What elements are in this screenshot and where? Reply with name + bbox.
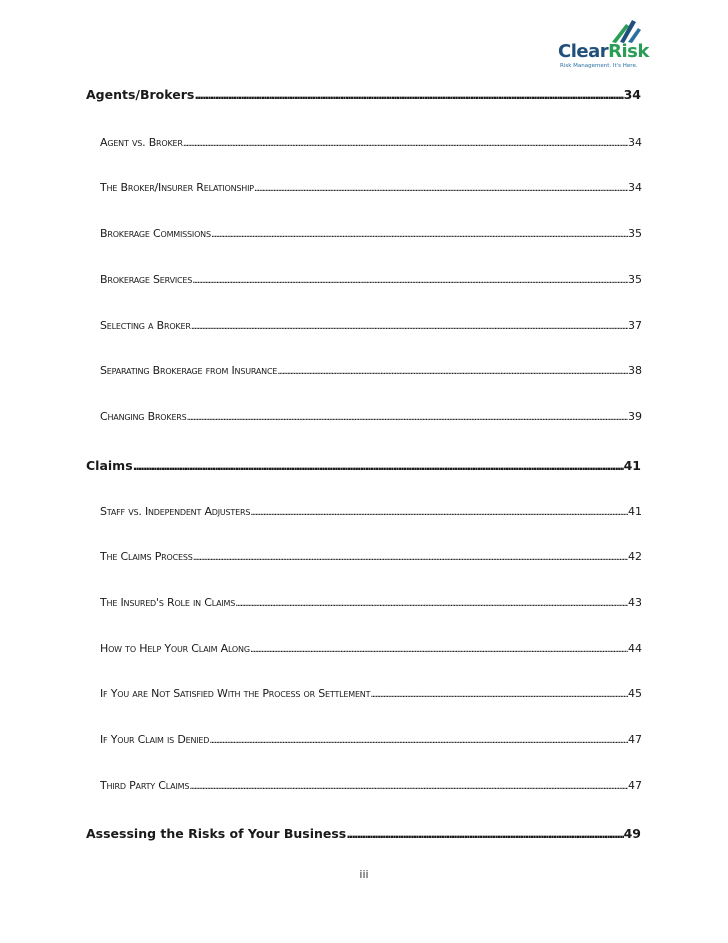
toc-leader-dots — [183, 138, 628, 149]
toc-entry-page: 49 — [623, 826, 641, 841]
toc-entry-page: 47 — [628, 779, 642, 792]
toc-entry-title: The Insured's Role in Claims — [100, 596, 236, 609]
toc-entry-page: 42 — [628, 550, 642, 563]
toc-entry-page: 35 — [628, 273, 642, 286]
logo-clear-text: Clear — [558, 41, 609, 62]
toc-leader-dots — [250, 644, 628, 655]
toc-leader-dots — [370, 689, 628, 700]
toc-entry-title: Agent vs. Broker — [100, 136, 183, 149]
toc-entry[interactable] — [100, 733, 642, 746]
toc-entry[interactable] — [100, 779, 642, 792]
toc-leader-dots — [192, 275, 628, 286]
toc-entry-title: Assessing the Risks of Your Business — [86, 826, 347, 841]
toc-entry-page: 41 — [623, 458, 641, 473]
toc-entry-title: The Claims Process — [100, 550, 193, 563]
toc-leader-dots — [235, 598, 628, 609]
toc-entry[interactable] — [100, 550, 642, 563]
toc-entry-page: 34 — [628, 181, 642, 194]
toc-leader-dots — [189, 781, 628, 792]
toc-entry-page: 34 — [628, 136, 642, 149]
toc-entry[interactable] — [86, 458, 641, 473]
toc-leader-dots — [209, 735, 628, 746]
toc-entry-title: Changing Brokers — [100, 410, 187, 423]
toc-leader-dots — [187, 412, 628, 423]
toc-entry-title: Brokerage Services — [100, 273, 193, 286]
toc-leader-dots — [191, 321, 628, 332]
toc-entry-title: How to Help Your Claim Along — [100, 642, 250, 655]
toc-leader-dots — [133, 458, 624, 473]
toc-entry-page: 45 — [628, 687, 642, 700]
toc-entry-title: Claims — [86, 458, 133, 473]
logo-tagline: Risk Management. It's Here. — [560, 63, 638, 69]
toc-entry[interactable] — [100, 364, 642, 377]
toc-entry-title: If You are Not Satisfied With the Process or Settlement — [100, 687, 371, 700]
toc-entry-page: 43 — [628, 596, 642, 609]
toc-entry-page: 44 — [628, 642, 642, 655]
toc-entry[interactable] — [100, 642, 642, 655]
toc-leader-dots — [277, 366, 628, 377]
toc-entry[interactable] — [100, 273, 642, 286]
toc-entry[interactable] — [100, 410, 642, 423]
toc-entry[interactable] — [86, 87, 641, 102]
toc-leader-dots — [346, 826, 623, 841]
toc-leader-dots — [254, 183, 628, 194]
toc-entry-page: 34 — [623, 87, 641, 102]
toc-leader-dots — [211, 229, 628, 240]
toc-entry[interactable] — [100, 505, 642, 518]
logo-risk-text: Risk — [608, 41, 649, 62]
toc-entry-title: Brokerage Commissions — [100, 227, 211, 240]
toc-entry[interactable] — [100, 319, 642, 332]
toc-entry-page: 39 — [628, 410, 642, 423]
toc-leader-dots — [250, 507, 628, 518]
logo-wordmark — [558, 41, 649, 62]
toc-entry-title: Selecting a Broker — [100, 319, 191, 332]
toc-entry[interactable] — [100, 687, 642, 700]
toc-leader-dots — [193, 552, 628, 563]
toc-entry[interactable] — [86, 826, 641, 841]
page-number: iii — [359, 868, 369, 881]
clearrisk-logo — [552, 18, 652, 70]
toc-entry-page: 35 — [628, 227, 642, 240]
toc-entry-page: 47 — [628, 733, 642, 746]
toc-leader-dots — [194, 87, 623, 102]
toc-entry[interactable] — [100, 181, 642, 194]
toc-entry-title: Separating Brokerage from Insurance — [100, 364, 278, 377]
toc-entry-title: If Your Claim is Denied — [100, 733, 210, 746]
toc-entry-title: Third Party Claims — [100, 779, 190, 792]
toc-entry-page: 37 — [628, 319, 642, 332]
toc-entry-title: The Broker/Insurer Relationship — [100, 181, 254, 194]
toc-entry[interactable] — [100, 596, 642, 609]
toc-entry[interactable] — [100, 136, 642, 149]
toc-entry-page: 41 — [628, 505, 642, 518]
toc-entry-title: Agents/Brokers — [86, 87, 195, 102]
toc-entry-title: Staff vs. Independent Adjusters — [100, 505, 251, 518]
toc-entry[interactable] — [100, 227, 642, 240]
toc-entry-page: 38 — [628, 364, 642, 377]
